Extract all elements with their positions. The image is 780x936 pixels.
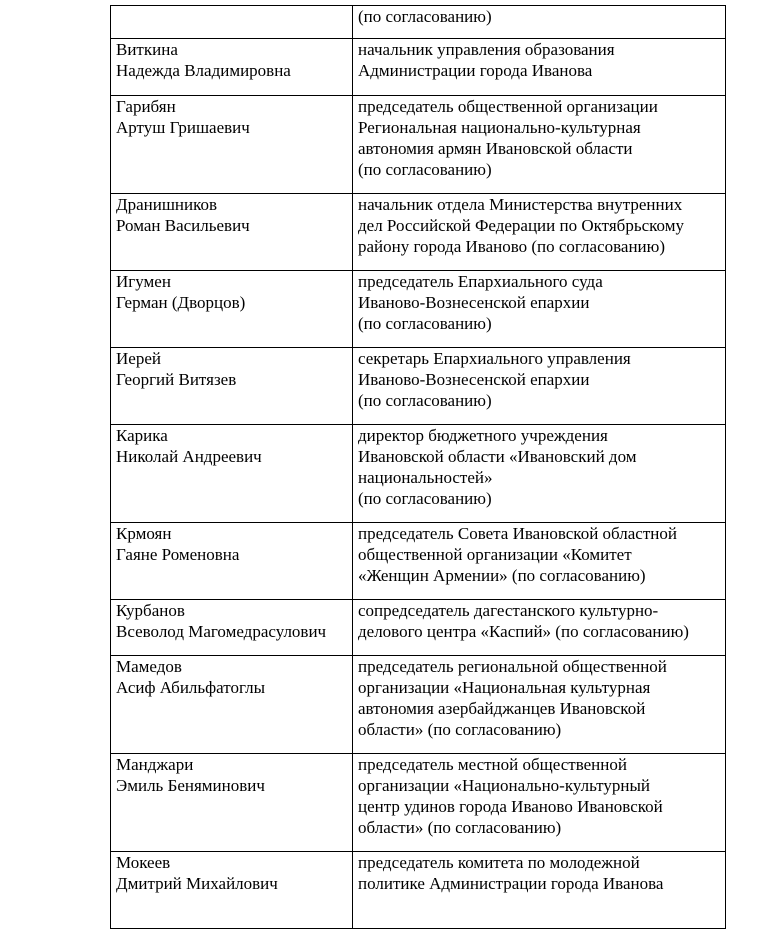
member-position-line: политике Администрации города Иванова: [358, 874, 664, 893]
member-position-line: «Женщин Армении» (по согласованию): [358, 566, 646, 585]
member-position-line: председатель Епархиального суда: [358, 272, 603, 291]
member-given-names: Артуш Гришаевич: [116, 118, 250, 137]
member-position-cell: [353, 656, 726, 754]
member-position-line: сопредседатель дагестанского культурно-: [358, 601, 659, 620]
member-position-line: Ивановской области «Ивановский дом: [358, 447, 637, 466]
member-position-line: дел Российской Федерации по Октябрьскому: [358, 216, 684, 235]
member-position-cell: [353, 271, 726, 348]
table-row: [111, 6, 726, 39]
member-name-cell: [111, 754, 353, 852]
member-position-line: председатель Совета Ивановской областной: [358, 524, 677, 543]
member-position-line: начальник управления образования: [358, 40, 615, 59]
member-position-cell: [353, 754, 726, 852]
member-surname: Карика: [116, 426, 168, 445]
member-surname: Гарибян: [116, 97, 176, 116]
member-surname: Крмоян: [116, 524, 172, 543]
member-position-line: Администрации города Иванова: [358, 61, 593, 80]
member-name-cell: [111, 348, 353, 425]
member-position-line: Иваново-Вознесенской епархии: [358, 293, 590, 312]
member-surname: Мокеев: [116, 853, 171, 872]
member-name-cell: [111, 600, 353, 656]
members-table: [110, 5, 726, 929]
member-position-line: области» (по согласованию): [358, 818, 562, 837]
table-row: [111, 348, 726, 425]
member-position-line: автономия армян Ивановской области: [358, 139, 633, 158]
member-position-line: Иваново-Вознесенской епархии: [358, 370, 590, 389]
member-given-names: Асиф Абильфатоглы: [116, 678, 265, 697]
member-surname: Курбанов: [116, 601, 185, 620]
member-position-line: (по согласованию): [358, 7, 492, 26]
member-name-cell: [111, 271, 353, 348]
member-position-cell: [353, 852, 726, 929]
member-position-line: центр удинов города Иваново Ивановской: [358, 797, 663, 816]
member-position-line: председатель местной общественной: [358, 755, 627, 774]
member-position-cell: [353, 39, 726, 96]
member-name-cell: [111, 39, 353, 96]
table-row: [111, 656, 726, 754]
member-position-line: организации «Национально-культурный: [358, 776, 651, 795]
member-given-names: Надежда Владимировна: [116, 61, 291, 80]
member-name-cell: [111, 425, 353, 523]
member-name-cell: [111, 6, 353, 39]
member-name-cell: [111, 656, 353, 754]
member-position-line: председатель общественной организации: [358, 97, 658, 116]
member-position-line: общественной организации «Комитет: [358, 545, 632, 564]
member-position-line: национальностей»: [358, 468, 493, 487]
member-position-line: району города Иваново (по согласованию): [358, 237, 666, 256]
table-row: [111, 523, 726, 600]
member-surname: Виткина: [116, 40, 178, 59]
member-position-line: председатель региональной общественной: [358, 657, 667, 676]
table-row: [111, 39, 726, 96]
member-position-line: начальник отдела Министерства внутренних: [358, 195, 683, 214]
member-position-cell: [353, 348, 726, 425]
member-surname: Мамедов: [116, 657, 182, 676]
member-position-line: (по согласованию): [358, 489, 492, 508]
member-position-line: (по согласованию): [358, 160, 492, 179]
member-surname: Иерей: [116, 349, 161, 368]
member-name-cell: [111, 852, 353, 929]
member-given-names: Николай Андреевич: [116, 447, 262, 466]
member-given-names: Гаяне Роменовна: [116, 545, 240, 564]
member-position-cell: [353, 600, 726, 656]
member-name-cell: [111, 194, 353, 271]
member-position-line: (по согласованию): [358, 314, 492, 333]
member-given-names: Всеволод Магомедрасулович: [116, 622, 327, 641]
member-position-line: организации «Национальная культурная: [358, 678, 651, 697]
member-position-line: Региональная национально-культурная: [358, 118, 641, 137]
member-position-cell: [353, 6, 726, 39]
member-name-cell: [111, 96, 353, 194]
table-row: [111, 600, 726, 656]
member-position-line: директор бюджетного учреждения: [358, 426, 608, 445]
member-surname: Дранишников: [116, 195, 218, 214]
member-position-line: области» (по согласованию): [358, 720, 562, 739]
table-row: [111, 852, 726, 929]
table-row: [111, 425, 726, 523]
table-row: [111, 96, 726, 194]
table-row: [111, 271, 726, 348]
member-given-names: Дмитрий Михайлович: [116, 874, 278, 893]
table-row: [111, 754, 726, 852]
member-position-line: делового центра «Каспий» (по согласованию): [358, 622, 689, 641]
member-given-names: Эмиль Беняминович: [116, 776, 265, 795]
member-given-names: Герман (Дворцов): [116, 293, 246, 312]
table-row: [111, 194, 726, 271]
member-position-line: автономия азербайджанцев Ивановской: [358, 699, 646, 718]
member-position-line: (по согласованию): [358, 391, 492, 410]
member-position-cell: [353, 96, 726, 194]
member-given-names: Роман Васильевич: [116, 216, 250, 235]
member-position-line: секретарь Епархиального управления: [358, 349, 631, 368]
member-position-cell: [353, 194, 726, 271]
member-position-line: председатель комитета по молодежной: [358, 853, 640, 872]
member-position-cell: [353, 425, 726, 523]
member-surname: Манджари: [116, 755, 194, 774]
member-position-cell: [353, 523, 726, 600]
members-table-body: [111, 6, 726, 929]
member-surname: Игумен: [116, 272, 171, 291]
member-name-cell: [111, 523, 353, 600]
member-given-names: Георгий Витязев: [116, 370, 237, 389]
